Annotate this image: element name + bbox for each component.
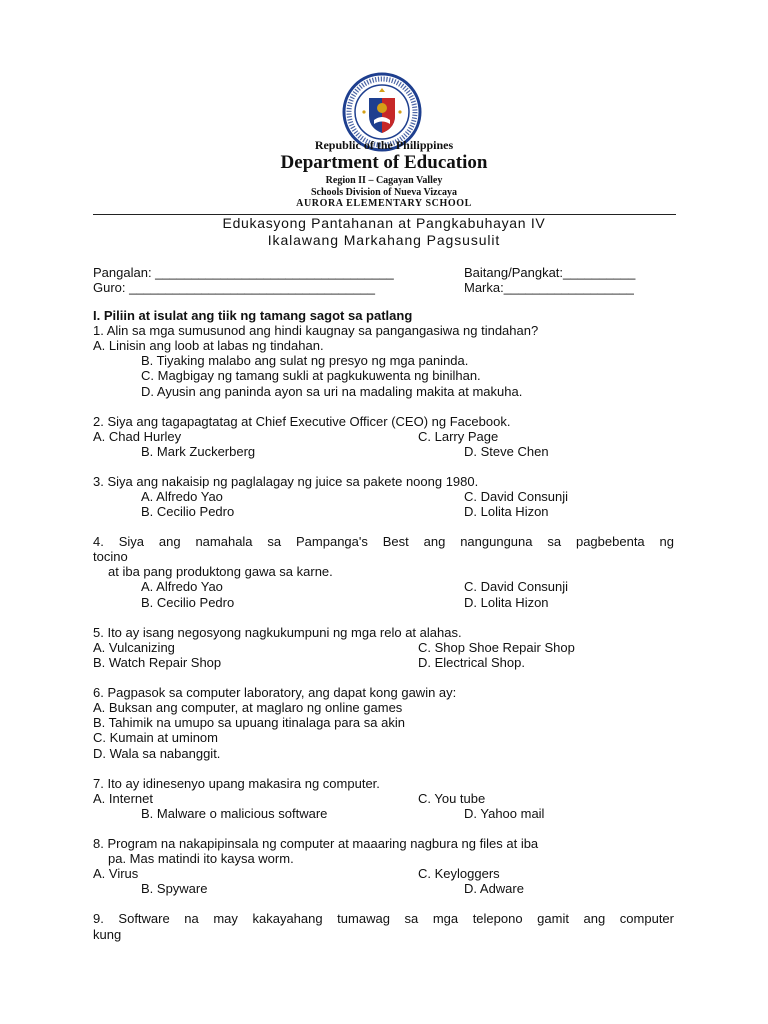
question-1-stem: 1. Alin sa mga sumusunod ang hindi kaugnay sa pangangasiwa ng tindahan? <box>93 323 539 338</box>
question-4-option-d: D. Lolita Hizon <box>464 595 549 610</box>
question-3-option-a: A. Alfredo Yao <box>141 489 223 504</box>
question-3-option-b: B. Cecilio Pedro <box>141 504 235 519</box>
question-5-option-b: B. Watch Repair Shop <box>93 655 222 670</box>
question-4-option-b: B. Cecilio Pedro <box>141 595 235 610</box>
question-4-option-c: C. David Consunji <box>464 579 569 594</box>
school-name: AURORA ELEMENTARY SCHOOL <box>296 198 472 209</box>
question-4-stem-line-1: 4. Siya ang namahala sa Pampanga's Best ang nangunguna sa pagbebenta ng <box>93 534 674 549</box>
question-5-option-c: C. Shop Shoe Repair Shop <box>418 640 575 655</box>
question-5-option-a: A. Vulcanizing <box>93 640 175 655</box>
grade-field-label: Baitang/Pangkat:__________ <box>464 265 636 280</box>
question-1-option-c: C. Magbigay ng tamang sukli at pagkukuwenta ng binilhan. <box>141 368 481 383</box>
republic-line: Republic of the Philippines <box>314 138 454 152</box>
question-5-stem: 5. Ito ay isang negosyong nagkukumpuni ng mga relo at alahas. <box>93 625 462 640</box>
question-6-option-d: D. Wala sa nabanggit. <box>93 746 221 761</box>
question-2-option-c: C. Larry Page <box>418 429 499 444</box>
question-7-option-b: B. Malware o malicious software <box>141 806 328 821</box>
question-3-stem: 3. Siya ang nakaisip ng paglalagay ng juice sa pakete noong 1980. <box>93 474 479 489</box>
question-8-option-b: B. Spyware <box>141 881 208 896</box>
question-4-stem-line-2: tocino <box>93 549 128 564</box>
question-7-option-c: C. You tube <box>418 791 486 806</box>
question-1-option-b: B. Tiyaking malabo ang sulat ng presyo ng mga paninda. <box>141 353 469 368</box>
section-instruction: I. Piliin at isulat ang tiik ng tamang sagot sa patlang <box>93 308 413 323</box>
teacher-field-label: Guro: __________________________________ <box>93 280 375 295</box>
question-6-option-c: C. Kumain at uminom <box>93 730 218 745</box>
question-8-option-c: C. Keyloggers <box>418 866 500 881</box>
question-6-option-a: A. Buksan ang computer, at maglaro ng online games <box>93 700 403 715</box>
exam-subject: Edukasyong Pantahanan at Pangkabuhayan IV <box>222 215 546 231</box>
question-4-option-a: A. Alfredo Yao <box>141 579 223 594</box>
question-1-option-d: D. Ayusin ang paninda ayon sa uri na madaling makita at makuha. <box>141 384 523 399</box>
question-7-option-a: A. Internet <box>93 791 153 806</box>
question-3-option-c: C. David Consunji <box>464 489 569 504</box>
question-7-stem: 7. Ito ay idinesenyo upang makasira ng computer. <box>93 776 380 791</box>
question-8-stem-line-1: 8. Program na nakapipinsala ng computer at maaaring nagbura ng files at iba <box>93 836 539 851</box>
question-6-option-b: B. Tahimik na umupo sa upuang itinalaga para sa akin <box>93 715 405 730</box>
question-3-option-d: D. Lolita Hizon <box>464 504 549 519</box>
question-1-option-a: A. Linisin ang loob at labas ng tindahan. <box>93 338 324 353</box>
question-8-stem-line-2: pa. Mas matindi ito kaysa worm. <box>108 851 294 866</box>
question-8-option-a: A. Virus <box>93 866 139 881</box>
question-2-option-d: D. Steve Chen <box>464 444 549 459</box>
question-5-option-d: D. Electrical Shop. <box>418 655 525 670</box>
question-2-option-a: A. Chad Hurley <box>93 429 182 444</box>
question-9-stem-line-2: kung <box>93 927 122 942</box>
question-8-option-d: D. Adware <box>464 881 524 896</box>
question-4-stem-line-3: at iba pang produktong gawa sa karne. <box>108 564 333 579</box>
question-2-option-b: B. Mark Zuckerberg <box>141 444 256 459</box>
question-2-stem: 2. Siya ang tagapagtatag at Chief Executive Officer (CEO) ng Facebook. <box>93 414 511 429</box>
question-6-stem: 6. Pagpasok sa computer laboratory, ang dapat kong gawin ay: <box>93 685 457 700</box>
score-field-label: Marka:__________________ <box>464 280 634 295</box>
question-9-stem-line-1: 9. Software na may kakayahang tumawag sa mga telepono gamit ang computer <box>93 911 674 926</box>
department-title: Department of Education <box>280 152 488 173</box>
question-7-option-d: D. Yahoo mail <box>464 806 545 821</box>
division-line: Schools Division of Nueva Vizcaya <box>310 187 458 198</box>
exam-title: Ikalawang Markahang Pagsusulit <box>267 232 501 248</box>
name-field-label: Pangalan: _________________________________ <box>93 265 394 280</box>
region-line: Region II – Cagayan Valley <box>325 175 443 186</box>
